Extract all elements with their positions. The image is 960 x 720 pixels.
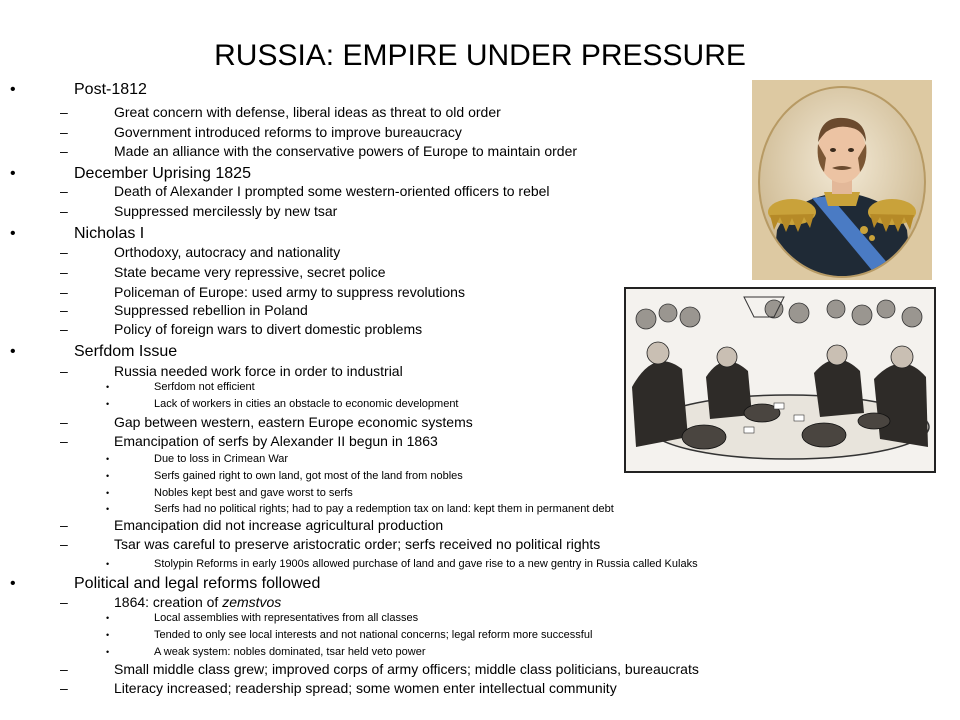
dash-marker: – (60, 414, 68, 430)
outline-item-label: Nicholas I (74, 225, 145, 242)
sub-bullet-marker: • (106, 471, 110, 481)
outline-item-italic-term: zemstvos (222, 594, 282, 610)
outline-item-text (114, 661, 699, 678)
dash-marker: – (60, 244, 68, 260)
outline-item-text (74, 574, 320, 594)
outline-item-label: Great concern with defense, liberal ideas as threat to old order (114, 104, 501, 120)
outline-item-text (114, 680, 617, 697)
sub-bullet-marker: • (106, 382, 110, 392)
outline-item-label: Death of Alexander I prompted some western-oriented officers to rebel (114, 183, 550, 199)
outline-item-label: Suppressed rebellion in Poland (114, 302, 308, 318)
outline-item-text (114, 183, 550, 200)
outline-item-text (74, 342, 177, 362)
outline-item-label: Orthodoxy, autocracy and nationality (114, 244, 341, 260)
outline-item-label: Suppressed mercilessly by new tsar (114, 203, 338, 219)
bullet-marker: • (10, 575, 16, 592)
outline-item-text (154, 628, 592, 642)
outline-item-label: Serfs had no political rights; had to pay a redemption tax on land: kept them in permanent debt (154, 503, 614, 515)
outline-item-text (114, 203, 337, 220)
sub-bullet-marker: • (106, 630, 110, 640)
dash-marker: – (60, 661, 68, 677)
outline-item-label: Stolypin Reforms in early 1900s allowed purchase of land and gave rise to a new gentry in Russia called Kulaks (154, 558, 698, 570)
dash-marker: – (60, 183, 68, 199)
outline-item-label: Tended to only see local interests and not national concerns; legal reform more successful (154, 629, 593, 641)
outline-item-text (114, 414, 473, 431)
outline-item-text (154, 397, 459, 411)
outline-item-label: Political and legal reforms followed (74, 575, 321, 592)
outline-item-label: Serfdom Issue (74, 343, 178, 360)
sub-bullet-marker: • (106, 454, 110, 464)
outline-item-label: Lack of workers in cities an obstacle to economic development (154, 398, 459, 410)
sub-bullet-marker: • (106, 504, 110, 514)
outline-item-text (74, 80, 147, 100)
outline-item-label: Nobles kept best and gave worst to serfs (154, 487, 353, 499)
dash-marker: – (60, 104, 68, 120)
dash-marker: – (60, 536, 68, 552)
dash-marker: – (60, 284, 68, 300)
dash-marker: – (60, 433, 68, 449)
bullet-marker: • (10, 81, 16, 98)
dash-marker: – (60, 594, 68, 610)
bullet-marker: • (10, 165, 16, 182)
outline-item-text (154, 557, 698, 571)
outline-item-label: Emancipation did not increase agricultural production (114, 517, 444, 533)
outline-item-label: Russia needed work force in order to industrial (114, 363, 403, 379)
dash-marker: – (60, 321, 68, 337)
outline-item-label: Tsar was careful to preserve aristocratic order; serfs received no political rights (114, 536, 601, 552)
outline-item-label: Policeman of Europe: used army to suppress revolutions (114, 284, 465, 300)
bullet-marker: • (10, 343, 16, 360)
outline-item-label: Literacy increased; readership spread; some women enter intellectual community (114, 680, 617, 696)
outline-item-label: State became very repressive, secret police (114, 264, 386, 280)
outline-item-text (114, 433, 438, 450)
outline-item-text (114, 244, 340, 261)
outline-item-label: Local assemblies with representatives from all classes (154, 612, 419, 624)
outline-item-label: Due to loss in Crimean War (154, 453, 289, 465)
outline-item-label: Serfs gained right to own land, got most of the land from nobles (154, 470, 463, 482)
outline-item-label: December Uprising 1825 (74, 165, 251, 182)
dash-marker: – (60, 264, 68, 280)
sub-bullet-marker: • (106, 488, 110, 498)
outline-item-text (114, 363, 403, 380)
bullet-marker: • (10, 225, 16, 242)
dash-marker: – (60, 680, 68, 696)
sub-bullet-marker: • (106, 613, 110, 623)
sub-bullet-marker: • (106, 399, 110, 409)
outline-item-text (74, 164, 251, 184)
outline-item-label: Serfdom not efficient (154, 381, 255, 393)
outline-item-text (114, 302, 308, 319)
outline-item-text (154, 469, 463, 483)
dash-marker: – (60, 363, 68, 379)
dash-marker: – (60, 143, 68, 159)
dash-marker: – (60, 302, 68, 318)
outline-item-text (154, 502, 614, 516)
nicholas-portrait-image (752, 80, 932, 280)
sub-bullet-marker: • (106, 647, 110, 657)
outline-item-text (114, 124, 462, 141)
outline-item-text (154, 380, 255, 394)
outline-item-text (154, 486, 353, 500)
outline-item-label: Government introduced reforms to improve bureaucracy (114, 124, 462, 140)
outline-item-label: Policy of foreign wars to divert domestic problems (114, 321, 423, 337)
outline-item-text (114, 536, 600, 553)
outline-item-label: Gap between western, eastern Europe economic systems (114, 414, 473, 430)
outline-item-text (154, 452, 288, 466)
outline-item-text (114, 284, 465, 301)
slide-title: RUSSIA: EMPIRE UNDER PRESSURE (214, 39, 746, 72)
outline-item-label: Made an alliance with the conservative powers of Europe to maintain order (114, 143, 578, 159)
outline-item-label: Emancipation of serfs by Alexander II begun in 1863 (114, 433, 438, 449)
outline-item-text (154, 611, 418, 625)
outline-item-label: Small middle class grew; improved corps of army officers; middle class politicians, bureaucrats (114, 661, 699, 677)
outline-item-label: Post-1812 (74, 81, 147, 98)
outline-item-label: A weak system: nobles dominated, tsar held veto power (154, 646, 426, 658)
outline-item-label: 1864: creation of (114, 594, 223, 610)
outline-item-text (114, 321, 422, 338)
outline-item-text (114, 104, 501, 121)
outline-item-text (154, 645, 425, 659)
card-game-cartoon-image (624, 287, 936, 473)
outline-item-text (114, 143, 577, 160)
outline-item-text (114, 517, 443, 534)
sub-bullet-marker: • (106, 559, 110, 569)
dash-marker: – (60, 203, 68, 219)
outline-item-text (114, 264, 386, 281)
outline-item-text (114, 594, 281, 611)
dash-marker: – (60, 517, 68, 533)
outline-item-text (74, 224, 144, 244)
dash-marker: – (60, 124, 68, 140)
